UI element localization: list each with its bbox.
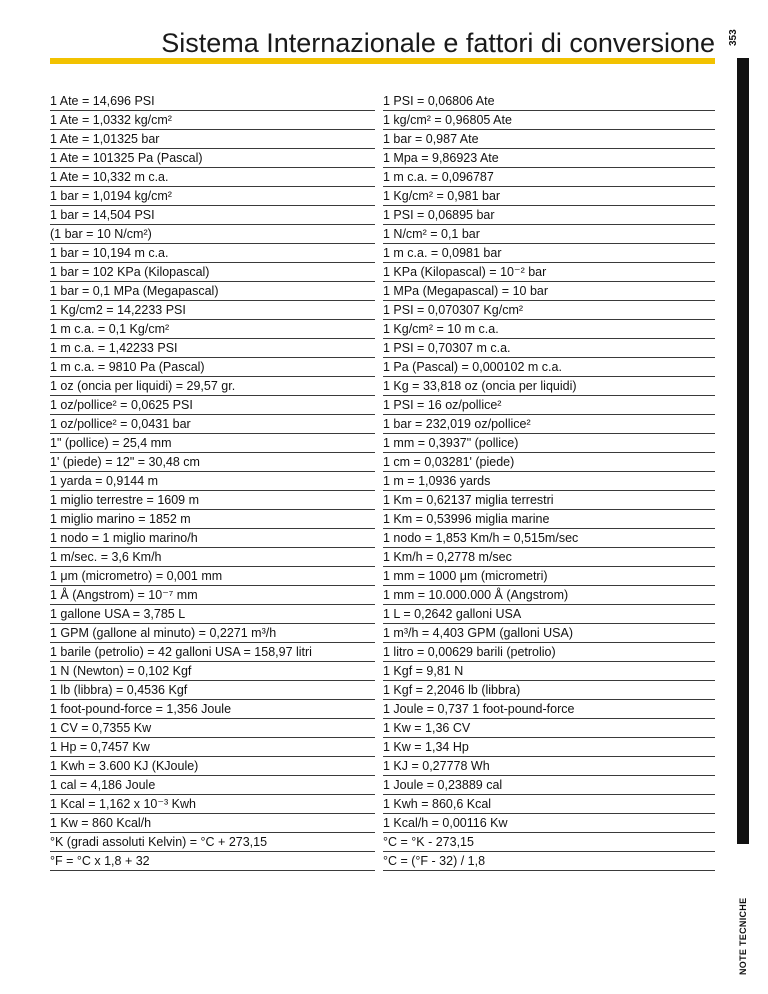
conversion-right: 1 Kw = 1,34 Hp bbox=[383, 738, 715, 757]
conversion-left: 1 m/sec. = 3,6 Km/h bbox=[50, 548, 375, 567]
conversion-left: 1 Ate = 10,332 m c.a. bbox=[50, 168, 375, 187]
table-row bbox=[50, 263, 715, 282]
conversion-left: 1 μm (micrometro) = 0,001 mm bbox=[50, 567, 375, 586]
conversion-right: 1 Km/h = 0,2778 m/sec bbox=[383, 548, 715, 567]
conversion-left: 1 Kwh = 3.600 KJ (KJoule) bbox=[50, 757, 375, 776]
table-row bbox=[50, 852, 715, 871]
conversion-left: 1 bar = 0,1 MPa (Megapascal) bbox=[50, 282, 375, 301]
title-underline bbox=[50, 58, 715, 64]
table-row bbox=[50, 567, 715, 586]
conversion-right: °C = (°F - 32) / 1,8 bbox=[383, 852, 715, 871]
conversion-left: 1 oz/pollice² = 0,0431 bar bbox=[50, 415, 375, 434]
conversion-right: 1 Kg = 33,818 oz (oncia per liquidi) bbox=[383, 377, 715, 396]
conversion-right: 1 Km = 0,62137 miglia terrestri bbox=[383, 491, 715, 510]
conversion-left: 1 Ate = 1,01325 bar bbox=[50, 130, 375, 149]
conversion-right: 1 Kwh = 860,6 Kcal bbox=[383, 795, 715, 814]
side-label-text: NOTE TECNICHE bbox=[738, 897, 748, 975]
table-row bbox=[50, 130, 715, 149]
conversion-right: 1 Km = 0,53996 miglia marine bbox=[383, 510, 715, 529]
conversion-right: 1 nodo = 1,853 Km/h = 0,515m/sec bbox=[383, 529, 715, 548]
conversion-right: 1 Kg/cm² = 0,981 bar bbox=[383, 187, 715, 206]
table-row bbox=[50, 814, 715, 833]
table-row bbox=[50, 453, 715, 472]
conversion-left: 1 bar = 14,504 PSI bbox=[50, 206, 375, 225]
conversion-left: 1 bar = 10,194 m c.a. bbox=[50, 244, 375, 263]
table-row bbox=[50, 510, 715, 529]
conversion-right: 1 kg/cm² = 0,96805 Ate bbox=[383, 111, 715, 130]
conversion-right: 1 mm = 0,3937" (pollice) bbox=[383, 434, 715, 453]
table-row bbox=[50, 301, 715, 320]
table-row bbox=[50, 358, 715, 377]
table-row bbox=[50, 700, 715, 719]
table-row bbox=[50, 776, 715, 795]
conversion-right: 1 m³/h = 4,403 GPM (galloni USA) bbox=[383, 624, 715, 643]
conversion-right: 1 Kg/cm² = 10 m c.a. bbox=[383, 320, 715, 339]
conversion-right: 1 Joule = 0,23889 cal bbox=[383, 776, 715, 795]
conversion-right: 1 KPa (Kilopascal) = 10⁻² bar bbox=[383, 263, 715, 282]
conversion-right: 1 Joule = 0,737 1 foot-pound-force bbox=[383, 700, 715, 719]
conversion-right: 1 PSI = 0,70307 m c.a. bbox=[383, 339, 715, 358]
conversion-right: 1 m = 1,0936 yards bbox=[383, 472, 715, 491]
conversion-left: 1 lb (libbra) = 0,4536 Kgf bbox=[50, 681, 375, 700]
conversion-left: 1 Kcal = 1,162 x 10⁻³ Kwh bbox=[50, 795, 375, 814]
conversion-left: °F = °C x 1,8 + 32 bbox=[50, 852, 375, 871]
page-title: Sistema Internazionale e fattori di conversione bbox=[161, 28, 715, 58]
conversion-left: 1 Ate = 14,696 PSI bbox=[50, 92, 375, 111]
conversion-left: 1 m c.a. = 1,42233 PSI bbox=[50, 339, 375, 358]
table-row bbox=[50, 833, 715, 852]
conversion-right: 1 L = 0,2642 galloni USA bbox=[383, 605, 715, 624]
conversion-left: 1 GPM (gallone al minuto) = 0,2271 m³/h bbox=[50, 624, 375, 643]
conversion-right: 1 Kgf = 2,2046 lb (libbra) bbox=[383, 681, 715, 700]
conversion-right: 1 Kw = 1,36 CV bbox=[383, 719, 715, 738]
conversion-right: 1 PSI = 0,06895 bar bbox=[383, 206, 715, 225]
table-row bbox=[50, 548, 715, 567]
conversion-right: 1 PSI = 16 oz/pollice² bbox=[383, 396, 715, 415]
table-row bbox=[50, 529, 715, 548]
conversion-right: 1 m c.a. = 0,096787 bbox=[383, 168, 715, 187]
table-row bbox=[50, 92, 715, 111]
conversion-right: 1 PSI = 0,06806 Ate bbox=[383, 92, 715, 111]
conversion-left: 1' (piede) = 12" = 30,48 cm bbox=[50, 453, 375, 472]
table-row bbox=[50, 415, 715, 434]
conversion-right: 1 Kgf = 9,81 N bbox=[383, 662, 715, 681]
conversion-left: 1 yarda = 0,9144 m bbox=[50, 472, 375, 491]
table-row bbox=[50, 472, 715, 491]
table-row bbox=[50, 757, 715, 776]
conversion-left: 1 barile (petrolio) = 42 galloni USA = 158,97 litri bbox=[50, 643, 375, 662]
table-row bbox=[50, 738, 715, 757]
conversion-right: 1 Mpa = 9,86923 Ate bbox=[383, 149, 715, 168]
table-row bbox=[50, 396, 715, 415]
conversion-right: 1 Kcal/h = 0,00116 Kw bbox=[383, 814, 715, 833]
conversion-left: 1 m c.a. = 0,1 Kg/cm² bbox=[50, 320, 375, 339]
table-row bbox=[50, 624, 715, 643]
conversion-left: 1 m c.a. = 9810 Pa (Pascal) bbox=[50, 358, 375, 377]
table-row bbox=[50, 149, 715, 168]
conversion-left: 1 Ate = 101325 Pa (Pascal) bbox=[50, 149, 375, 168]
conversion-right: 1 bar = 232,019 oz/pollice² bbox=[383, 415, 715, 434]
table-row bbox=[50, 586, 715, 605]
table-row bbox=[50, 719, 715, 738]
conversion-left: 1 bar = 1,0194 kg/cm² bbox=[50, 187, 375, 206]
conversion-right: 1 cm = 0,03281' (piede) bbox=[383, 453, 715, 472]
table-row bbox=[50, 491, 715, 510]
conversion-right: °C = °K - 273,15 bbox=[383, 833, 715, 852]
conversion-left: 1 Kw = 860 Kcal/h bbox=[50, 814, 375, 833]
conversion-left: 1 Ate = 1,0332 kg/cm² bbox=[50, 111, 375, 130]
conversion-left: 1 nodo = 1 miglio marino/h bbox=[50, 529, 375, 548]
conversion-right: 1 PSI = 0,070307 Kg/cm² bbox=[383, 301, 715, 320]
conversion-left: 1 bar = 102 KPa (Kilopascal) bbox=[50, 263, 375, 282]
conversion-left: °K (gradi assoluti Kelvin) = °C + 273,15 bbox=[50, 833, 375, 852]
conversion-right: 1 mm = 1000 μm (micrometri) bbox=[383, 567, 715, 586]
side-bar bbox=[737, 58, 749, 844]
conversion-left: (1 bar = 10 N/cm²) bbox=[50, 225, 375, 244]
conversion-left: 1 foot-pound-force = 1,356 Joule bbox=[50, 700, 375, 719]
conversion-left: 1 miglio marino = 1852 m bbox=[50, 510, 375, 529]
conversion-left: 1 N (Newton) = 0,102 Kgf bbox=[50, 662, 375, 681]
conversion-right: 1 mm = 10.000.000 Å (Angstrom) bbox=[383, 586, 715, 605]
table-row bbox=[50, 282, 715, 301]
table-row bbox=[50, 339, 715, 358]
table-row bbox=[50, 662, 715, 681]
conversion-left: 1 Å (Angstrom) = 10⁻⁷ mm bbox=[50, 586, 375, 605]
table-row bbox=[50, 377, 715, 396]
conversion-left: 1 CV = 0,7355 Kw bbox=[50, 719, 375, 738]
conversion-left: 1 oz (oncia per liquidi) = 29,57 gr. bbox=[50, 377, 375, 396]
conversion-left: 1" (pollice) = 25,4 mm bbox=[50, 434, 375, 453]
table-row bbox=[50, 643, 715, 662]
table-row bbox=[50, 168, 715, 187]
conversion-right: 1 Pa (Pascal) = 0,000102 m c.a. bbox=[383, 358, 715, 377]
conversion-table bbox=[50, 92, 715, 871]
table-row bbox=[50, 795, 715, 814]
conversion-left: 1 oz/pollice² = 0,0625 PSI bbox=[50, 396, 375, 415]
conversion-right: 1 KJ = 0,27778 Wh bbox=[383, 757, 715, 776]
conversion-right: 1 MPa (Megapascal) = 10 bar bbox=[383, 282, 715, 301]
page-number-text: 353 bbox=[728, 29, 739, 46]
page-number bbox=[728, 24, 748, 54]
conversion-left: 1 Hp = 0,7457 Kw bbox=[50, 738, 375, 757]
conversion-right: 1 bar = 0,987 Ate bbox=[383, 130, 715, 149]
table-row bbox=[50, 434, 715, 453]
conversion-left: 1 Kg/cm2 = 14,2233 PSI bbox=[50, 301, 375, 320]
table-row bbox=[50, 206, 715, 225]
table-row bbox=[50, 681, 715, 700]
conversion-right: 1 N/cm² = 0,1 bar bbox=[383, 225, 715, 244]
conversion-left: 1 cal = 4,186 Joule bbox=[50, 776, 375, 795]
conversion-left: 1 miglio terrestre = 1609 m bbox=[50, 491, 375, 510]
conversion-right: 1 m c.a. = 0,0981 bar bbox=[383, 244, 715, 263]
table-row bbox=[50, 225, 715, 244]
conversion-right: 1 litro = 0,00629 barili (petrolio) bbox=[383, 643, 715, 662]
table-row bbox=[50, 320, 715, 339]
table-row bbox=[50, 244, 715, 263]
table-row bbox=[50, 187, 715, 206]
table-row bbox=[50, 111, 715, 130]
conversion-left: 1 gallone USA = 3,785 L bbox=[50, 605, 375, 624]
table-row bbox=[50, 605, 715, 624]
